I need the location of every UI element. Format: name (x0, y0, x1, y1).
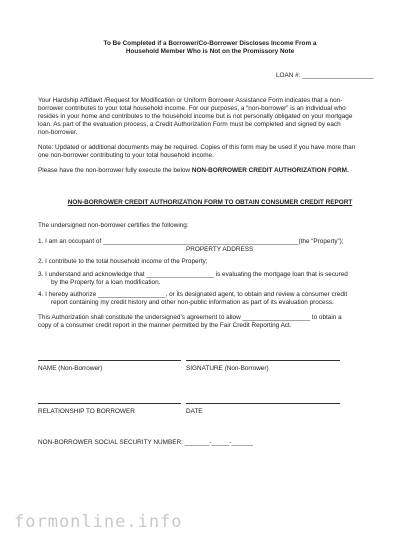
watermark: formonline.info (14, 512, 183, 532)
intro-paragraph-line: loan. As part of the evaluation process, a Credit Authorization Form must be completed and signed by each (38, 121, 341, 128)
note-paragraph-line: one non-borrower contributing to your total household income. (38, 152, 214, 159)
signature-label: SIGNATURE (Non-Borrower) (186, 365, 269, 372)
instruction-form-name: NON-BORROWER CREDIT AUTHORIZATION FORM. (191, 167, 349, 174)
signature-line[interactable] (186, 360, 340, 361)
item-3-continued: by the Property for a loan modification. (51, 279, 161, 286)
intro-paragraph-line: Your Hardship Affidavit /Request for Modification or Uniform Borrower Assistance Form indicates that a non- (38, 97, 343, 104)
item-2: 2. I contribute to the total household income of the Property; (38, 258, 208, 265)
intro-paragraph-line: non-borrower. (38, 129, 78, 136)
authorization-line-1[interactable]: This Authorization shall constitute the undersigned’s agreement to allow ___________________ to obtain a (38, 314, 342, 321)
authorization-line-2: copy of a consumer credit report in the manner permitted by the Fair Credit Reporting Act. (38, 322, 292, 329)
date-line[interactable] (186, 403, 340, 404)
header-line-2: Household Member Who is Not on the Promissory Note (125, 48, 295, 55)
property-address-caption: PROPERTY ADDRESS (186, 246, 254, 253)
name-label: NAME (Non-Borrower) (38, 365, 103, 372)
item-4-continued: report containing my credit history and other non-public information as part of its evaluation process. (51, 299, 334, 306)
item-1-property-field[interactable]: 1. I am an occupant of _______________________________________________________(the “Property”); (38, 238, 344, 245)
instruction-line (38, 167, 349, 175)
form-title: NON-BORROWER CREDIT AUTHORIZATION FORM TO OBTAIN CONSUMER CREDIT REPORT (67, 199, 353, 206)
intro-paragraph-line: resides in your home and contributes to the household income but is not personally obligated on your mortgage (38, 113, 353, 120)
relationship-label: RELATIONSHIP TO BORROWER (38, 408, 135, 415)
note-paragraph-line: Note: Updated or additional documents may be required. Copies of this form may be used if you have more than (38, 144, 356, 151)
name-signature-line[interactable] (38, 360, 181, 361)
instruction-text: Please have the non-borrower fully execute the below (38, 167, 192, 174)
intro-paragraph-line: borrower contributes to your total household income. For our purposes, a “non-borrower” is an individual who (38, 105, 346, 112)
ssn-field[interactable]: NON-BORROWER SOCIAL SECURITY NUMBER: _______-_____-______ (38, 439, 253, 446)
item-4-authorize-field[interactable]: 4. I hereby authorize ___________________, or its designated agent, to obtain and review a consumer credit (38, 291, 348, 298)
item-3-lender-field[interactable]: 3. I understand and acknowledge that ___________________ is evaluating the mortgage loan that is secured (38, 271, 348, 278)
header-line-1: To Be Completed if a Borrower/Co-Borrower Discloses Income From a (103, 40, 317, 47)
certifies-text: The undersigned non-borrower certifies the following: (38, 222, 189, 229)
loan-number-field[interactable]: LOAN #: ____________________ (276, 72, 374, 79)
relationship-line[interactable] (38, 403, 181, 404)
date-label: DATE (186, 408, 203, 415)
